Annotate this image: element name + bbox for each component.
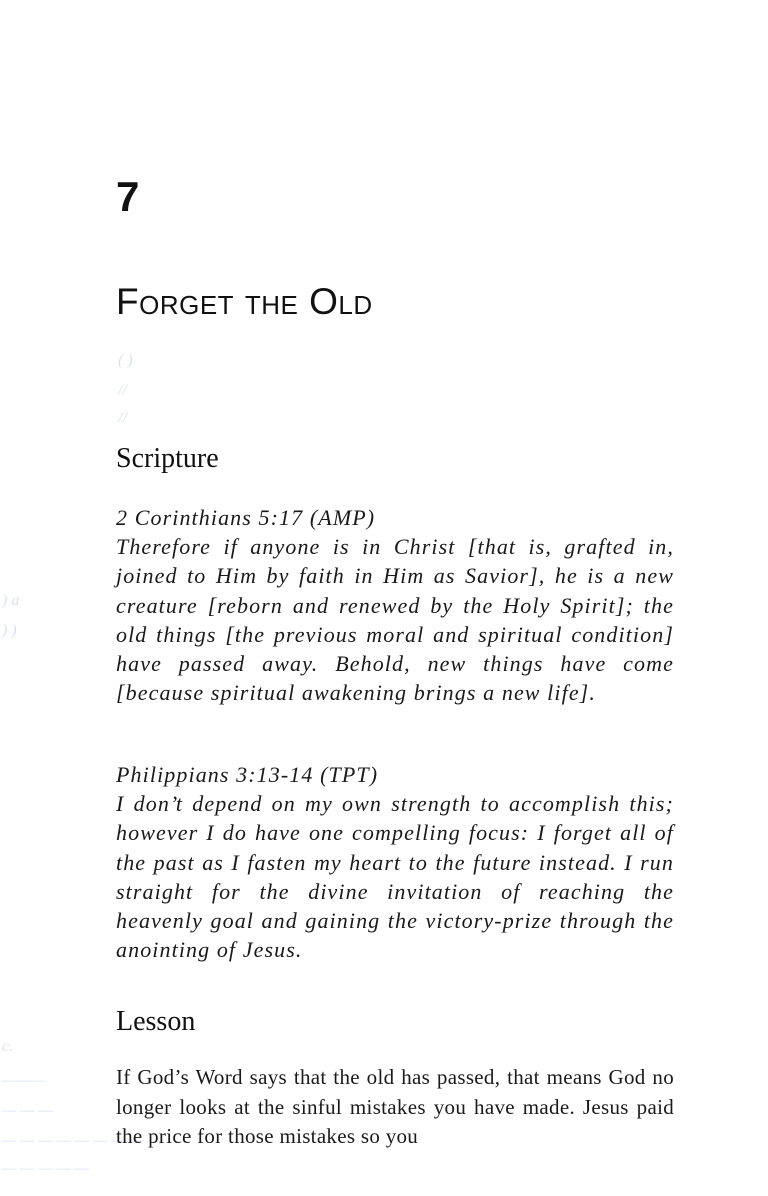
show-through-mark: ———: [2, 1072, 45, 1089]
show-through-mark: ) a: [2, 592, 20, 609]
scripture-reference: Philippians 3:13-14 (TPT): [116, 762, 379, 787]
show-through-mark: //: [118, 410, 127, 427]
scripture-reference: 2 Corinthians 5:17 (AMP): [116, 505, 376, 530]
scripture-text: Therefore if anyone is in Christ [that is, grafted in, joined to Him by faith in Him as Savior], he is a new creature [reborn and renewed by the Holy Spirit]; the old things [the previous moral and spiritual condition] have passed away. Behold, new things have come [because spiritual awakening brings a new life].: [116, 534, 674, 706]
show-through-mark: //: [118, 382, 127, 399]
scripture-heading: Scripture: [116, 443, 219, 474]
show-through-mark: — — — — — — — — —: [2, 1132, 163, 1149]
show-through-mark: c.: [2, 1038, 14, 1055]
show-through-mark: ( ): [118, 352, 133, 369]
show-through-mark: — — — — —: [2, 1160, 90, 1177]
lesson-heading: Lesson: [116, 1006, 196, 1037]
lesson-text: If God’s Word says that the old has passed, that means God no longer looks at the sinful mistakes you have made. Jesus paid the price for those mistakes so you: [116, 1065, 674, 1148]
scripture-passage: [116, 503, 674, 707]
show-through-mark: ) ): [2, 622, 17, 639]
chapter-number: 7: [116, 173, 140, 220]
chapter-title: Forget the Old: [116, 281, 373, 322]
scripture-passage: [116, 760, 674, 964]
scripture-text: I don’t depend on my own strength to accomplish this; however I do have one compelling focus: I forget all of the past as I fasten my heart to the future instead. I run straight for the divine invitation of reaching the heavenly goal and gaining the victory-prize through the anointing of Jesus.: [116, 791, 674, 963]
show-through-mark: — — —: [2, 1102, 53, 1119]
